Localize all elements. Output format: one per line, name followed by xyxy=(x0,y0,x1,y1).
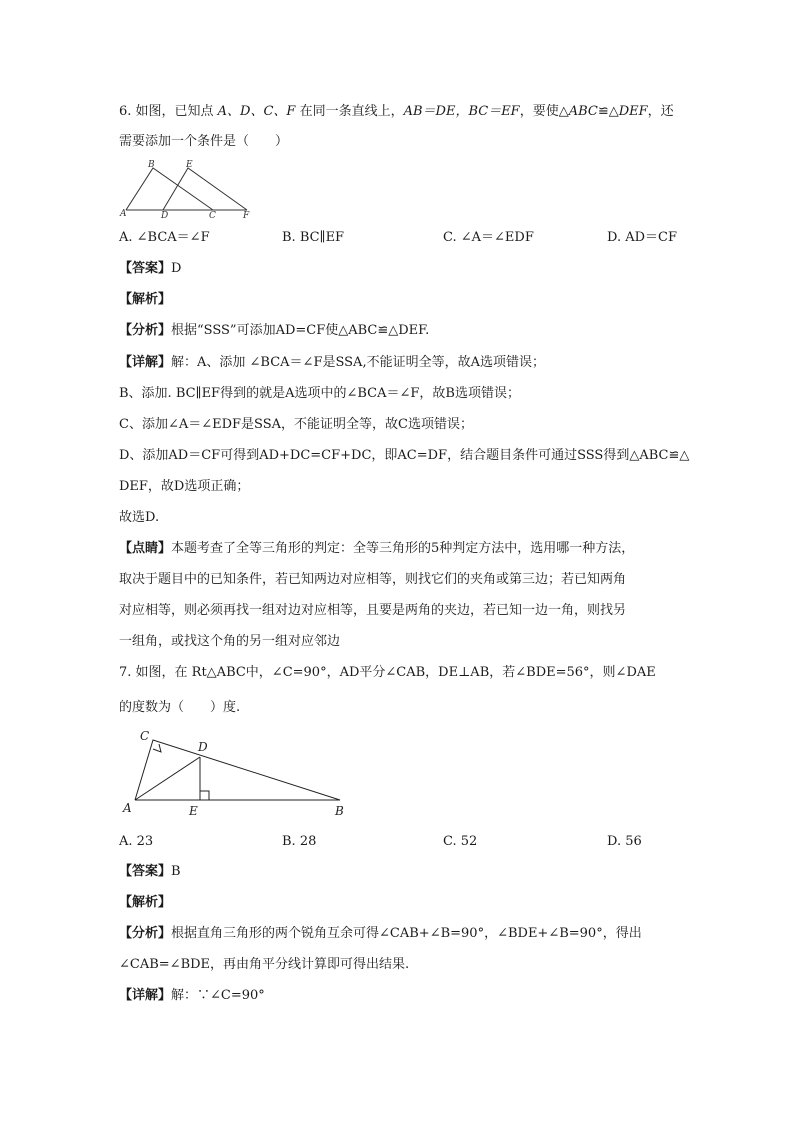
q6-xiangjie-line1 xyxy=(119,353,545,373)
q6-dianjing-line3: 对应相等，则必须再找一组对边对应相等，且要是两角的夹边，若已知一边一角，则找另 xyxy=(119,603,627,618)
q6-option-d: D. AD＝CF xyxy=(607,230,678,245)
q6-stem-line2: 需要添加一个条件是（ ） xyxy=(119,134,289,149)
q6-answer-line xyxy=(119,259,181,279)
q7-option-b: B. 28 xyxy=(282,834,317,849)
q7-option-d: D. 56 xyxy=(607,834,642,849)
q7-fenxi-line2: ∠CAB=∠BDE，再由角平分线计算即可得出结果. xyxy=(119,957,410,972)
q6-triangle-abc-shape xyxy=(126,168,213,210)
q7-answer: B xyxy=(171,864,181,879)
q6-triangle-abc: ABC xyxy=(568,104,598,119)
q6-fenxi-line xyxy=(119,321,429,341)
q6-choose: 故选D. xyxy=(119,510,160,525)
dianjing-tag: 【点睛】 xyxy=(119,541,172,556)
q6-triangle-def-shape xyxy=(163,168,247,210)
q7-fenxi-text: 根据直角三角形的两个锐角互余可得∠CAB+∠B=90°，∠BDE+∠B=90°，得出 xyxy=(171,926,642,941)
q6-dianjing-line4: 一组角，或找这个角的另一组对应邻边 xyxy=(119,634,341,649)
q7-analysis-title: 【解析】 xyxy=(119,895,172,910)
q6-option-a: A. ∠BCA＝∠F xyxy=(119,230,210,245)
xiangjie-tag: 【详解】 xyxy=(119,988,172,1003)
q6-stem-text: 6. 如图，已知点 xyxy=(119,104,218,119)
q6-given: AB＝DE，BC＝EF xyxy=(403,104,520,119)
fenxi-tag: 【分析】 xyxy=(119,323,172,338)
q7-stem-line2: 的度数为（ ）度. xyxy=(119,700,241,715)
q6-stem-text: ，要使△ xyxy=(519,104,569,119)
q6-congruent-sign: ≌△ xyxy=(597,104,619,119)
q7-label-b: B xyxy=(335,804,344,818)
q7-label-a: A xyxy=(123,801,132,815)
q6-label-d: D xyxy=(161,211,169,220)
q7-fenxi-line1 xyxy=(119,924,642,944)
q6-label-f: F xyxy=(243,211,250,220)
q6-label-a: A xyxy=(120,209,127,219)
q7-label-d: D xyxy=(198,740,208,754)
q6-xiangjie-line4: D、添加AD＝CF可得到AD+DC=CF+DC，即AC=DF，结合题目条件可通过SSS得到△ABC≌△ xyxy=(119,448,690,463)
answer-tag: 【答案】 xyxy=(119,864,172,879)
q6-dianjing-text: 本题考查了全等三角形的判定：全等三角形的5种判定方法中，选用哪一种方法， xyxy=(171,541,635,556)
q7-answer-line xyxy=(119,862,181,882)
q6-xiangjie-line5: DEF，故D选项正确； xyxy=(119,479,250,494)
q7-figure xyxy=(115,727,360,819)
q7-label-c: C xyxy=(140,729,150,743)
q7-bisector-ad xyxy=(135,757,200,800)
q6-stem-text: ，还 xyxy=(647,104,674,119)
q6-dianjing-line1 xyxy=(119,539,634,559)
q7-right-angle-e xyxy=(200,791,209,800)
q6-triangle-def: DEF xyxy=(618,104,648,119)
q7-xiangjie-line1 xyxy=(119,986,265,1006)
q6-stem-line1 xyxy=(119,102,674,122)
q7-label-e: E xyxy=(189,804,198,818)
fenxi-tag: 【分析】 xyxy=(119,926,172,941)
q7-xiangjie-text: 解：∵∠C=90° xyxy=(171,988,265,1003)
q6-dianjing-line2: 取决于题目中的已知条件，若已知两边对应相等，则找它们的夹角或第三边；若已知两角 xyxy=(119,572,627,587)
q6-points: A、D、C、F xyxy=(217,104,296,119)
q6-stem-text: 在同一条直线上， xyxy=(295,104,404,119)
q6-analysis-title: 【解析】 xyxy=(119,292,172,307)
q7-option-a: A. 23 xyxy=(119,834,154,849)
q7-triangle-abc-shape xyxy=(135,740,340,800)
answer-tag: 【答案】 xyxy=(119,261,172,276)
q6-answer: D xyxy=(171,261,182,276)
q6-xiangjie-text: 解：A、添加 ∠BCA＝∠F是SSA,不能证明全等，故A选项错误； xyxy=(171,355,545,370)
q7-right-angle-c xyxy=(153,744,161,752)
q7-stem-line1: 7. 如图，在 Rt△ABC中，∠C=90°，AD平分∠CAB，DE⊥AB，若∠BDE=56°，则∠DAE xyxy=(119,665,656,680)
q6-label-b: B xyxy=(148,160,155,170)
q6-option-b: B. BC∥EF xyxy=(282,230,345,245)
q6-xiangjie-line3: C、添加∠A＝∠EDF是SSA，不能证明全等，故C选项错误； xyxy=(119,417,473,432)
q6-label-e: E xyxy=(186,160,193,170)
q6-label-c: C xyxy=(209,211,216,220)
q7-option-c: C. 52 xyxy=(443,834,478,849)
xiangjie-tag: 【详解】 xyxy=(119,355,172,370)
q6-xiangjie-line2: B、添加. BC∥EF得到的就是A选项中的∠BCA＝∠F，故B选项错误； xyxy=(119,386,520,401)
q6-figure xyxy=(115,158,260,220)
q6-option-c: C. ∠A＝∠EDF xyxy=(443,230,534,245)
q6-fenxi: 根据“SSS”可添加AD=CF使△ABC≌△DEF. xyxy=(171,323,430,338)
